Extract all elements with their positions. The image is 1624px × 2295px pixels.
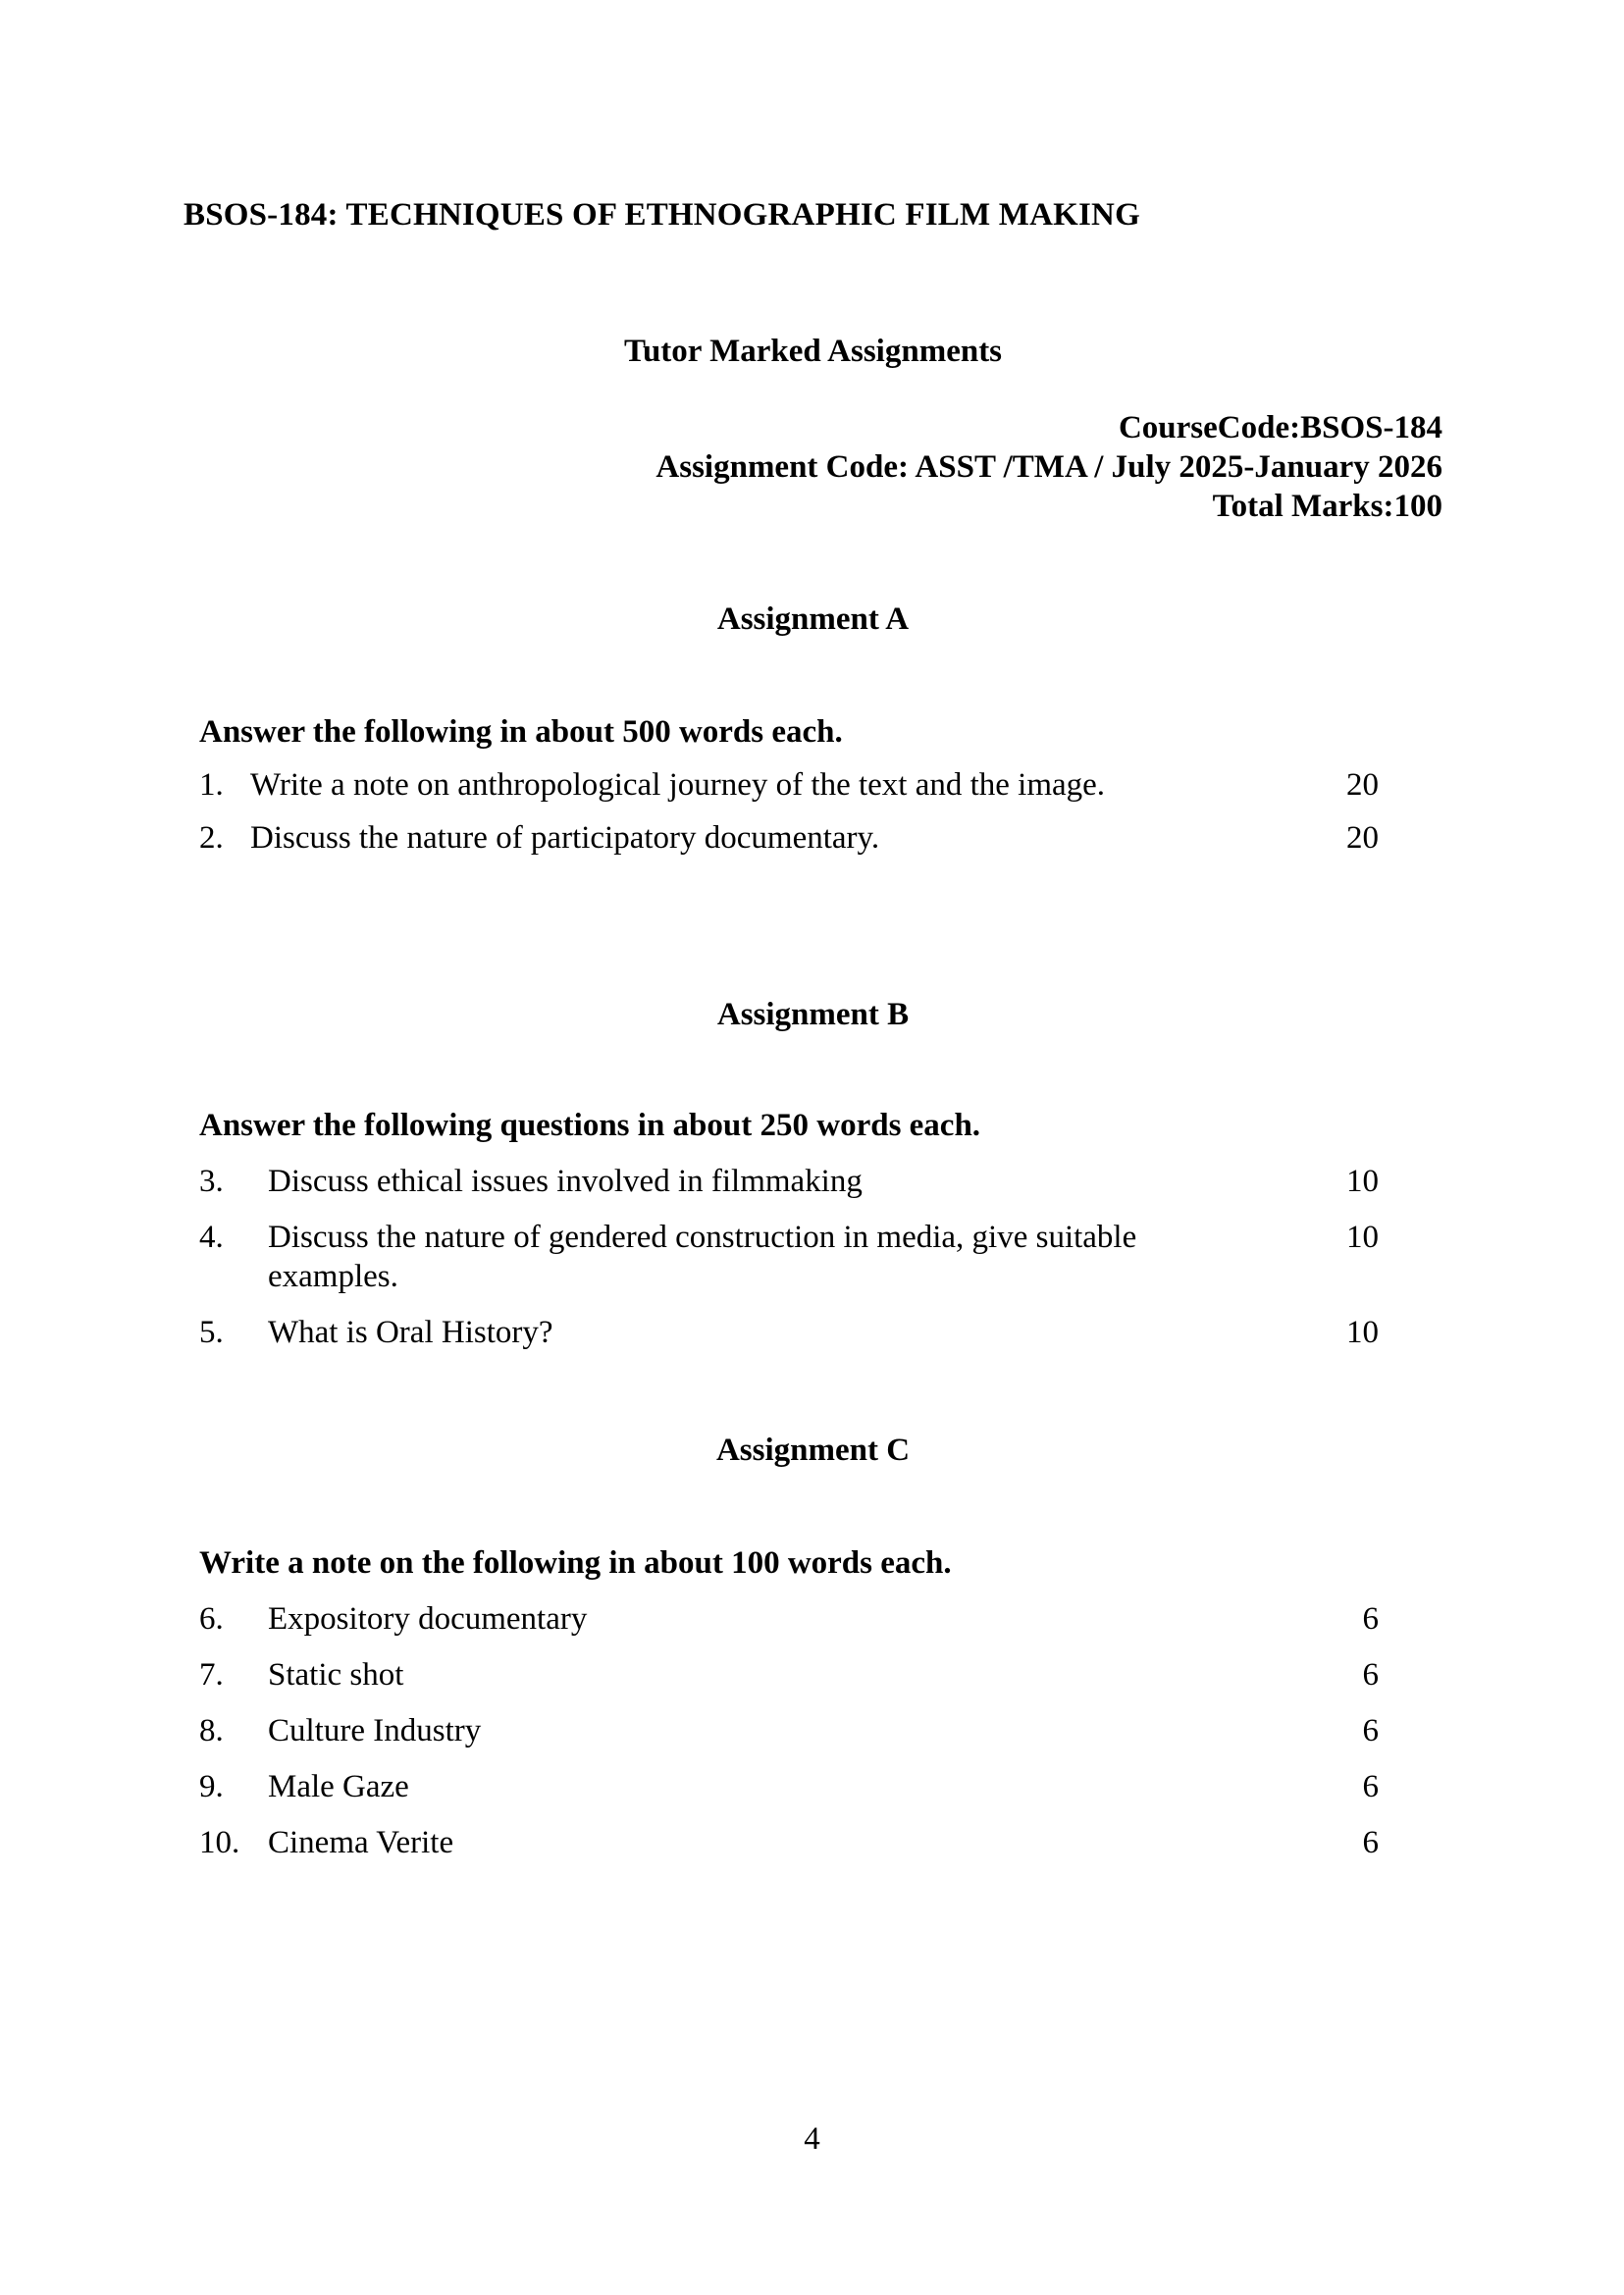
- question-row: [199, 818, 1442, 858]
- question-number: 5.: [199, 1315, 224, 1350]
- question-row: [199, 1711, 1442, 1750]
- section-heading-a: Assignment A: [716, 601, 910, 637]
- question-text: Discuss ethical issues involved in filmmaking: [268, 1164, 863, 1199]
- question-marks: 20: [1346, 820, 1379, 856]
- question-text: Discuss the nature of gendered construction in media, give suitable examples.: [268, 1220, 1137, 1294]
- page-number: 4: [804, 2121, 820, 2157]
- document-subtitle: Tutor Marked Assignments: [623, 334, 1003, 369]
- course-code: CourseCode:BSOS-184: [1118, 410, 1442, 445]
- question-text: Static shot: [268, 1657, 404, 1693]
- section-instruction-a: Answer the following in about 500 words each.: [199, 714, 843, 750]
- section-instruction-c: Write a note on the following in about 100 words each.: [199, 1545, 952, 1581]
- question-number: 4.: [199, 1220, 224, 1255]
- question-marks: 10: [1346, 1220, 1379, 1255]
- question-row: [199, 1823, 1442, 1862]
- question-text: Male Gaze: [268, 1769, 409, 1804]
- question-number: 1.: [199, 767, 224, 803]
- question-marks: 6: [1362, 1713, 1379, 1748]
- question-marks: 6: [1362, 1657, 1379, 1693]
- question-marks: 6: [1362, 1601, 1379, 1637]
- total-marks: Total Marks:100: [1212, 489, 1442, 524]
- question-text: What is Oral History?: [268, 1315, 553, 1350]
- question-row: [199, 1767, 1442, 1806]
- question-marks: 6: [1362, 1825, 1379, 1860]
- question-text: Expository documentary: [268, 1601, 588, 1637]
- question-row: [199, 1599, 1442, 1639]
- course-title: BSOS-184: TECHNIQUES OF ETHNOGRAPHIC FILM MAKING: [183, 197, 1140, 233]
- question-number: 7.: [199, 1657, 224, 1693]
- question-row: [199, 765, 1442, 805]
- question-number: 9.: [199, 1769, 224, 1804]
- question-number: 2.: [199, 820, 224, 856]
- question-row: [199, 1162, 1442, 1201]
- question-number: 3.: [199, 1164, 224, 1199]
- section-heading-b: Assignment B: [716, 997, 910, 1032]
- question-number: 8.: [199, 1713, 224, 1748]
- question-text: Write a note on anthropological journey of the text and the image.: [250, 767, 1106, 803]
- question-row: [199, 1313, 1442, 1352]
- question-row: [199, 1655, 1442, 1695]
- question-marks: 10: [1346, 1315, 1379, 1350]
- section-instruction-b: Answer the following questions in about 250 words each.: [199, 1108, 981, 1143]
- section-heading-c: Assignment C: [715, 1433, 911, 1468]
- assignment-header-block: [183, 408, 1442, 526]
- question-text: Cinema Verite: [268, 1825, 454, 1860]
- question-marks: 6: [1362, 1769, 1379, 1804]
- question-text: Culture Industry: [268, 1713, 482, 1748]
- question-text: Discuss the nature of participatory documentary.: [250, 820, 880, 856]
- question-marks: 20: [1346, 767, 1379, 803]
- question-marks: 10: [1346, 1164, 1379, 1199]
- question-row: [199, 1218, 1442, 1296]
- question-number: 10.: [199, 1825, 240, 1860]
- question-number: 6.: [199, 1601, 224, 1637]
- assignment-code: Assignment Code: ASST /TMA / July 2025-January 2026: [655, 449, 1442, 485]
